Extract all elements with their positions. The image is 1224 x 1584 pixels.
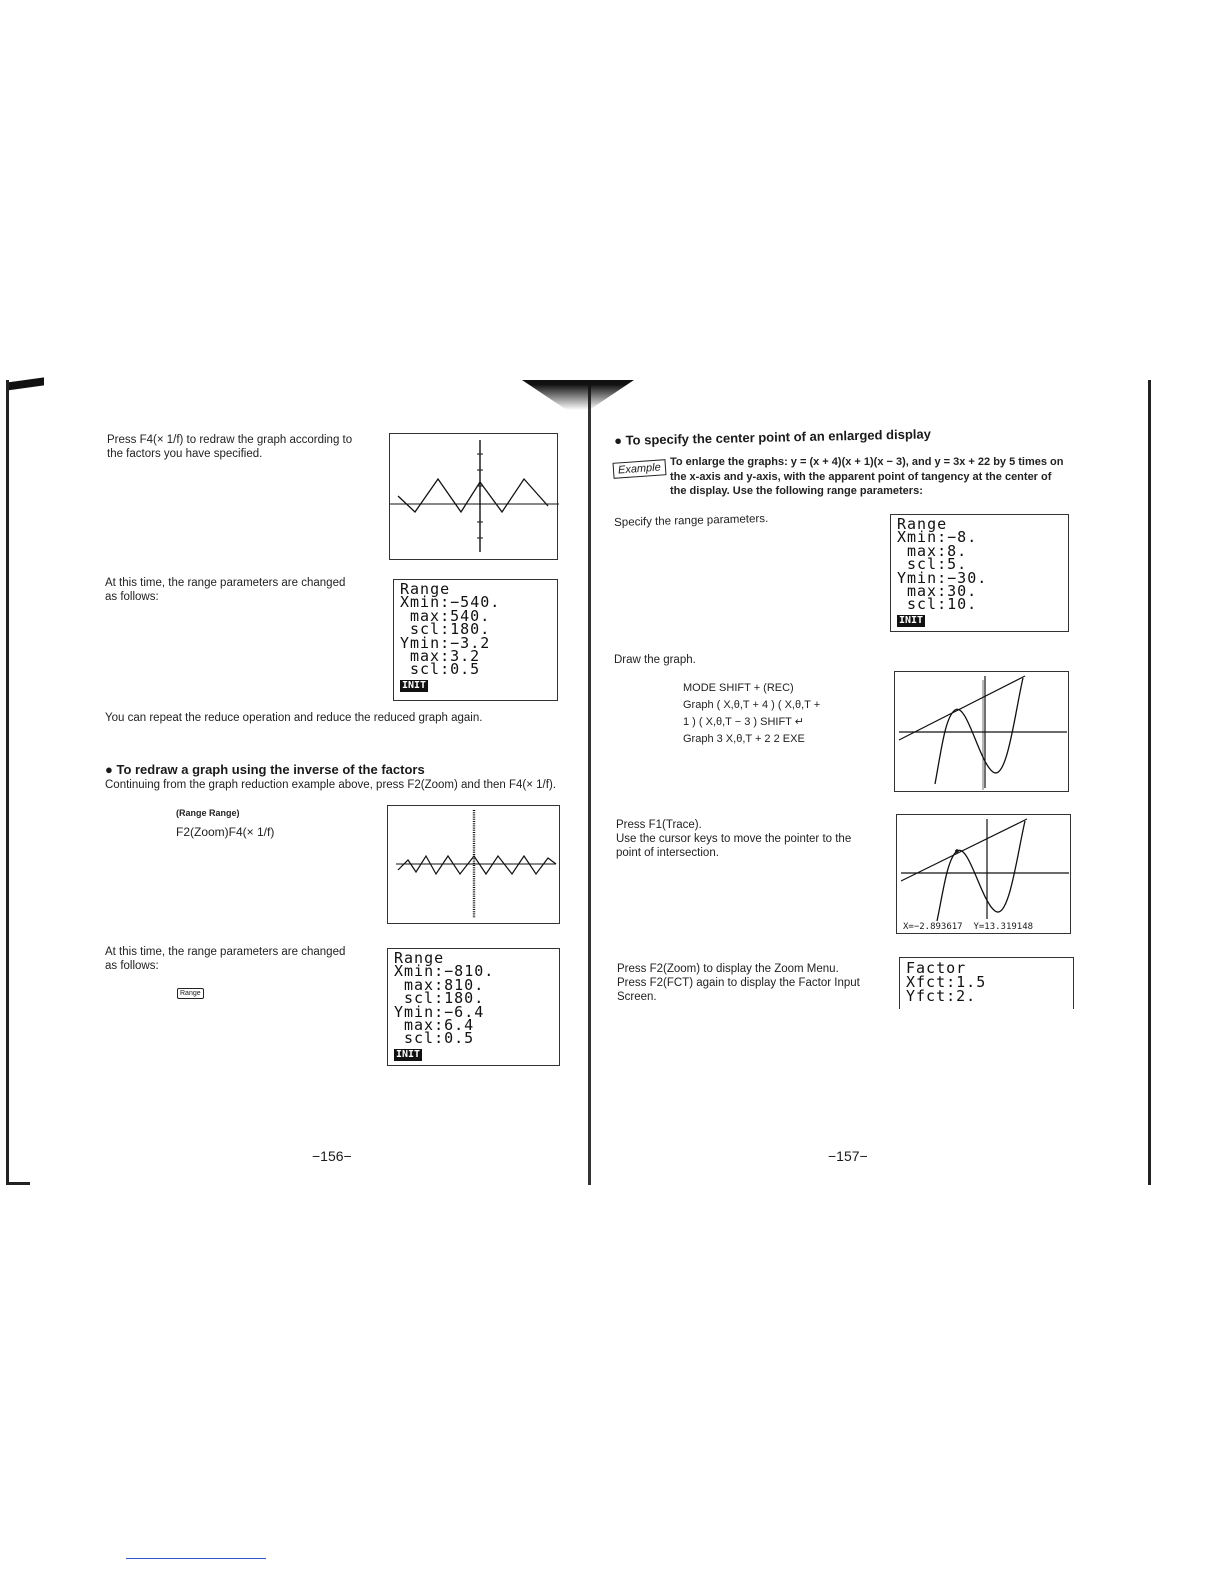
range1-ymin: Ymin:−3.2 xyxy=(400,633,491,652)
left-page-corner-mark xyxy=(6,377,44,390)
factor-yfct[interactable]: Yfct:2. xyxy=(906,987,977,1005)
example-label: Example xyxy=(613,459,667,479)
draw-graph-text: Draw the graph. xyxy=(614,654,696,666)
press-trace-text: Press F1(Trace). xyxy=(616,819,702,831)
range3-init-key[interactable]: INIT xyxy=(899,614,924,626)
repeat-text: You can repeat the reduce operation and reduce the reduced graph again. xyxy=(105,712,483,724)
range2-xmax: max:810. xyxy=(404,975,485,994)
example-text: To enlarge the graphs: y = (x + 4)(x + 1)(x − 3), and y = 3x + 22 by 5 times on the x-axis and y-axis, with the apparent point of tangency at the center of the display. Use the following range parameters: xyxy=(670,456,1064,497)
press-f4-text: Press F4(× 1/f) to redraw the graph according to the factors you have specified. xyxy=(107,434,353,460)
range-changed-text-2: At this time, the range parameters are changed as follows: xyxy=(105,946,346,972)
range3-ymin: Ymin:−30. xyxy=(897,568,988,587)
range-screen-2 xyxy=(387,948,560,1066)
cubic-graph-screen xyxy=(894,671,1069,792)
range3-xscl: scl:5. xyxy=(907,555,968,574)
right-page-edge xyxy=(1148,380,1151,1185)
key-sequence-line-3: 1 ) ( X,θ,T − 3 ) SHIFT ↵ xyxy=(683,716,804,728)
left-page-bottom-mark xyxy=(6,1182,30,1185)
range2-xscl: scl:180. xyxy=(404,989,485,1008)
range1-yscl: scl:0.5 xyxy=(410,660,481,679)
range1-title: Range xyxy=(400,580,451,598)
range2-xmin: Xmin:−810. xyxy=(394,962,495,981)
page-gutter xyxy=(588,380,591,1185)
sine-graph-screen-reduced xyxy=(389,433,558,560)
center-point-heading: ● To specify the center point of an enlarged display xyxy=(614,426,932,448)
range3-ymax: max:30. xyxy=(907,582,978,601)
continuing-text: Continuing from the graph reduction example above, press F2(Zoom) and then F4(× 1/f). xyxy=(105,779,556,791)
range1-xmax: max:540. xyxy=(410,606,491,625)
key-sequence-line-1: MODE SHIFT + (REC) xyxy=(683,682,794,694)
range3-xmin: Xmin:−8. xyxy=(897,528,978,547)
range2-ymin: Ymin:−6.4 xyxy=(394,1002,485,1021)
page-number-156: −156− xyxy=(312,1148,352,1164)
range2-init-key[interactable]: INIT xyxy=(396,1048,421,1060)
trace-readout: X=−2.893617 Y=13.319148 xyxy=(903,922,1034,932)
gutter-top-shadow xyxy=(522,380,634,410)
range1-ymax: max:3.2 xyxy=(410,647,481,666)
range-key[interactable]: Range xyxy=(177,988,204,999)
keys-zoom: F2(Zoom)F4(× 1/f) xyxy=(176,825,275,839)
bottom-link-line xyxy=(126,1558,266,1559)
factor-xfct[interactable]: Xfct:1.5 xyxy=(906,973,987,991)
factor-title: Factor xyxy=(906,959,967,977)
press-zoom-text: Press F2(Zoom) to display the Zoom Menu. xyxy=(617,963,839,975)
range1-xmin: Xmin:−540. xyxy=(400,593,501,612)
keys-range: (Range Range) xyxy=(176,808,240,818)
range-screen-3 xyxy=(890,514,1069,632)
range-changed-text-1: At this time, the range parameters are changed as follows: xyxy=(105,577,346,603)
range2-yscl: scl:0.5 xyxy=(404,1029,475,1048)
left-page-edge xyxy=(6,380,9,1185)
press-fct-text: Press F2(FCT) again to display the Factor Input Screen. xyxy=(617,977,860,1003)
sine-graph-screen-inverse xyxy=(387,805,560,924)
key-sequence-line-4: Graph 3 X,θ,T + 2 2 EXE xyxy=(683,733,805,745)
range3-yscl: scl:10. xyxy=(907,595,978,614)
cursor-keys-text: Use the cursor keys to move the pointer to the point of intersection. xyxy=(616,833,852,859)
factor-screen xyxy=(899,957,1074,1009)
page-number-157: −157− xyxy=(828,1148,868,1164)
specify-range-text: Specify the range parameters. xyxy=(614,512,769,529)
range3-title: Range xyxy=(897,515,948,533)
key-sequence-line-2: Graph ( X,θ,T + 4 ) ( X,θ,T + xyxy=(683,699,821,711)
range1-xscl: scl:180. xyxy=(410,620,491,639)
range-screen-1 xyxy=(393,579,558,701)
range2-ymax: max:6.4 xyxy=(404,1016,475,1035)
range2-title: Range xyxy=(394,949,445,967)
range3-xmax: max:8. xyxy=(907,541,968,560)
trace-graph-screen xyxy=(896,814,1071,934)
range1-init-key[interactable]: INIT xyxy=(402,679,427,691)
inverse-factors-heading: ● To redraw a graph using the inverse of the factors xyxy=(105,762,425,777)
